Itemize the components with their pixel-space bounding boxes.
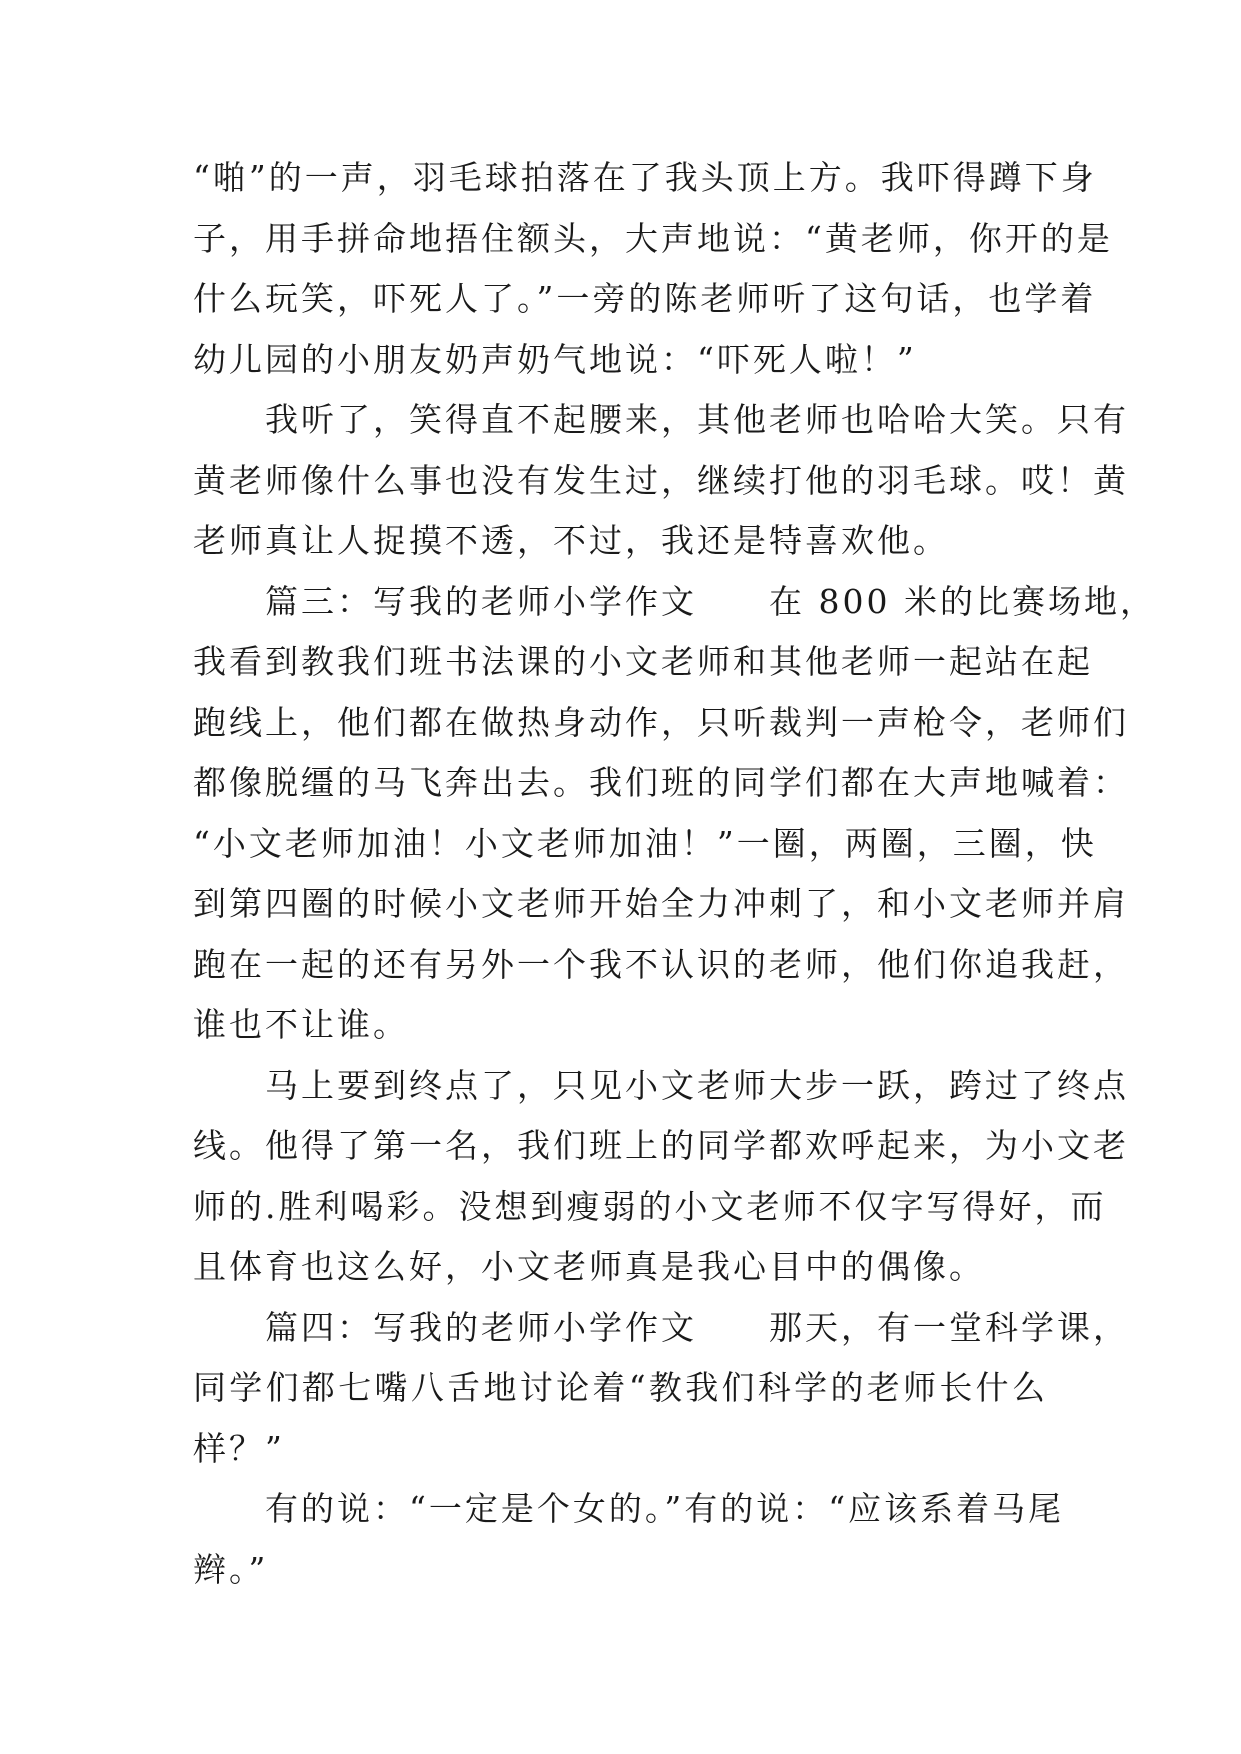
text-line: 我看到教我们班书法课的小文老师和其他老师一起站在起 — [193, 642, 1093, 681]
text-line: 老师真让人捉摸不透，不过，我还是特喜欢他。 — [193, 521, 949, 560]
text-line: “小文老师加油！小文老师加油！”一圈，两圈，三圈，快 — [193, 823, 1097, 863]
text-line: 篇四：写我的老师小学作文 那天，有一堂科学课， — [193, 1307, 1129, 1347]
text-line: 同学们都七嘴八舌地讨论着“教我们科学的老师长什么 — [193, 1368, 1048, 1407]
text-line: 线。他得了第一名，我们班上的同学都欢呼起来，为小文老 — [193, 1126, 1129, 1165]
text-line: 辫。” — [193, 1549, 269, 1589]
text-line: 样？” — [193, 1428, 285, 1468]
text-line: 谁也不让谁。 — [193, 1005, 409, 1044]
text-line: 师的.胜利喝彩。没想到瘦弱的小文老师不仅字写得好，而 — [193, 1186, 1107, 1226]
text-line: 有的说：“一定是个女的。”有的说：“应该系着马尾 — [193, 1489, 1065, 1528]
text-line: 子，用手拼命地捂住额头，大声地说：“黄老师，你开的是 — [193, 218, 1113, 258]
text-line: 都像脱缰的马飞奔出去。我们班的同学们都在大声地喊着： — [193, 763, 1129, 802]
text-line: 到第四圈的时候小文老师开始全力冲刺了，和小文老师并肩 — [193, 884, 1129, 923]
text-line: 跑在一起的还有另外一个我不认识的老师，他们你追我赶， — [193, 944, 1129, 984]
text-line: 什么玩笑，吓死人了。”一旁的陈老师听了这句话，也学着 — [193, 279, 1097, 318]
text-line: 我听了，笑得直不起腰来，其他老师也哈哈大笑。只有 — [193, 400, 1129, 439]
text-line: 幼儿园的小朋友奶声奶气地说：“吓死人啦！” — [193, 339, 917, 379]
text-line: 且体育也这么好，小文老师真是我心目中的偶像。 — [193, 1247, 985, 1286]
text-line: 跑线上，他们都在做热身动作，只听裁判一声枪令，老师们 — [193, 702, 1129, 742]
text-line: 黄老师像什么事也没有发生过，继续打他的羽毛球。哎！黄 — [193, 460, 1129, 500]
text-line: “啪”的一声，羽毛球拍落在了我头顶上方。我吓得蹲下身 — [193, 158, 1097, 197]
text-line: 马上要到终点了，只见小文老师大步一跃，跨过了终点 — [193, 1065, 1129, 1105]
article-body — [193, 148, 1156, 1600]
text-line: 篇三：写我的老师小学作文 在 800 米的比赛场地， — [193, 581, 1156, 621]
